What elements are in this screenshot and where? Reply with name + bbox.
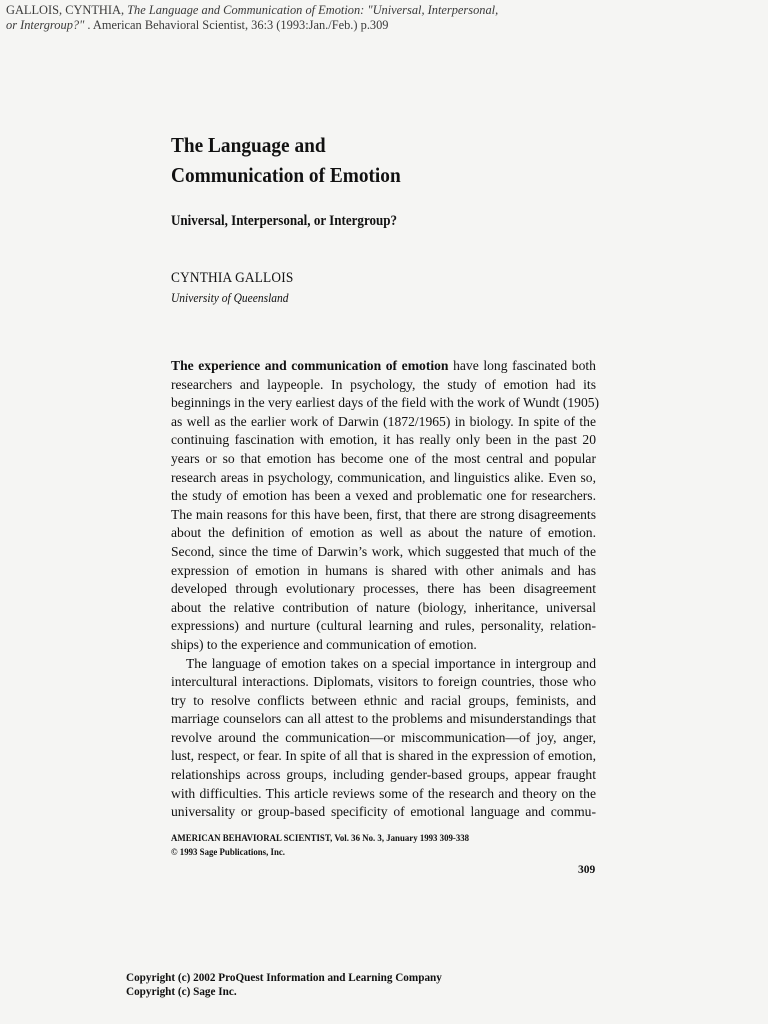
body-line: intercultural interactions. Diplomats, visitors to foreign countries, those who (171, 674, 596, 690)
journal-reference (171, 832, 469, 860)
body-line: universality or group-based specificity of emotional language and commu- (171, 804, 596, 820)
body-line: years or so that emotion has become one of the most central and popular (171, 450, 596, 466)
article-author: CYNTHIA GALLOIS (171, 270, 294, 286)
page-number: 309 (578, 864, 596, 876)
body-line: try to resolve conflicts between ethnic and racial groups, feminists, and (171, 692, 596, 708)
body-line: the study of emotion has been a vexed and problematic one for researchers. (171, 488, 596, 504)
title-line-2: Communication of Emotion (171, 163, 401, 187)
article-body (171, 357, 600, 822)
body-line: lust, respect, or fear. In spite of all that is shared in the expression of emotion, (171, 748, 596, 764)
title-line-1: The Language and (171, 133, 326, 157)
body-line: with difficulties. This article reviews some of the research and theory on the (171, 785, 596, 801)
body-line: The experience and communication of emotion have long fascinated both (171, 358, 596, 373)
journal-ref-line2: © 1993 Sage Publications, Inc. (171, 847, 285, 858)
citation-author: GALLOIS, CYNTHIA, (6, 3, 125, 17)
citation-source: . American Behavioral Scientist, 36:3 (1993:Jan./Feb.) p.309 (84, 18, 389, 32)
copyright-line2: Copyright (c) Sage Inc. (126, 986, 237, 998)
body-line: as well as the earlier work of Darwin (1872/1965) in biology. In spite of the (171, 413, 596, 429)
body-line: researchers and laypeople. In psychology, the study of emotion had its (171, 376, 596, 392)
article-subtitle: Universal, Interpersonal, or Intergroup? (171, 213, 398, 229)
body-line: relationships across groups, including gender-based groups, appear fraught (171, 767, 596, 783)
lead-bold-text: The experience and communication of emotion (171, 358, 449, 373)
article-title (171, 130, 576, 190)
journal-ref-line1: AMERICAN BEHAVIORAL SCIENTIST, Vol. 36 No. 3, January 1993 309-338 (171, 833, 470, 844)
body-line: marriage counselors can all attest to the problems and misunderstandings that (171, 711, 596, 727)
body-line: research areas in psychology, communication, and linguistics alike. Even so, (171, 469, 596, 485)
body-line: continuing fascination with emotion, it has really only been in the past 20 (171, 432, 596, 448)
body-line: revolve around the communication—or miscommunication—of joy, anger, (171, 729, 596, 745)
copyright-line1: Copyright (c) 2002 ProQuest Information and Learning Company (126, 972, 442, 984)
body-line: beginnings in the very earliest days of the field with the work of Wundt (1905) (171, 395, 600, 411)
citation-title-line2: or Intergroup?" (6, 18, 85, 32)
body-line: The language of emotion takes on a special importance in intergroup and (186, 655, 596, 671)
citation-title-line1: The Language and Communication of Emotion: "Universal, Interpersonal, (127, 3, 499, 17)
body-line: developed through evolutionary processes, there has been disagreement (171, 581, 596, 597)
body-line: The main reasons for this have been, first, that there are strong disagreements (171, 506, 596, 522)
citation-header (6, 3, 762, 33)
copyright-footer (126, 971, 442, 999)
body-line: expression of emotion in humans is shared with other animals and has (171, 562, 596, 578)
body-line: expressions) and nurture (cultural learning and rules, personality, relation- (171, 618, 596, 634)
body-line: about the relative contribution of nature (biology, inheritance, universal (171, 599, 596, 615)
body-line: Second, since the time of Darwin’s work, which suggested that much of the (171, 543, 596, 559)
body-line: ships) to the experience and communication of emotion. (171, 636, 477, 652)
author-affiliation: University of Queensland (171, 291, 289, 305)
body-line: about the definition of emotion as well as about the nature of emotion. (171, 525, 596, 541)
